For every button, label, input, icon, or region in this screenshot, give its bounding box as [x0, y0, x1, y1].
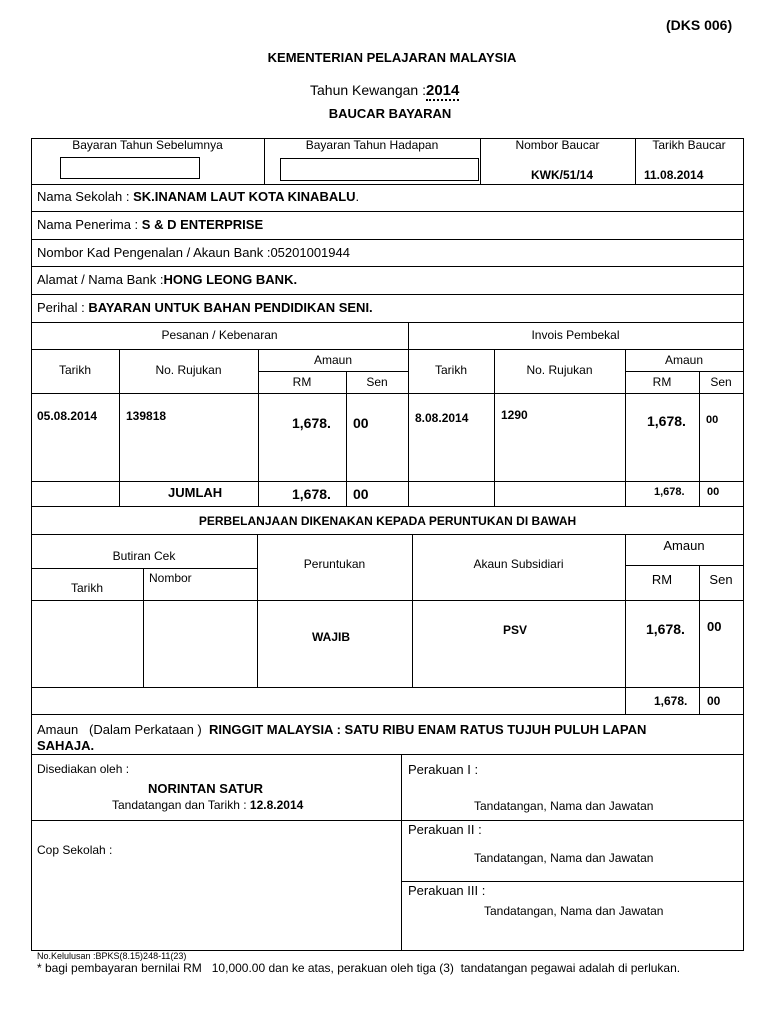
ic-bank-value: 05201001944 [270, 245, 350, 260]
fiscal-year-row [310, 82, 459, 99]
invoice-header: Invois Pembekal [531, 328, 620, 342]
amount-words-line1: RINGGIT MALAYSIA : SATU RIBU ENAM RATUS TUJUH PULUH LAPAN [208, 722, 647, 737]
invoice-sen-value: 00 [706, 414, 719, 426]
document-code: (DKS 006) [666, 17, 733, 33]
allocation-total-sen: 00 [707, 694, 721, 708]
sub-account-label: Akaun Subsidiari [473, 557, 564, 571]
allocation-label: Peruntukan [303, 557, 366, 571]
amount-words-line2: SAHAJA. [37, 738, 95, 753]
next-year-label: Bayaran Tahun Hadapan [305, 138, 439, 152]
address-label: Alamat / Nama Bank : [37, 272, 164, 287]
order-header: Pesanan / Kebenaran [161, 328, 278, 342]
cheque-date-label: Tarikh [70, 581, 103, 595]
ministry-title: KEMENTERIAN PELAJARAN MALAYSIA [267, 50, 517, 65]
total-rm-value: 1,678. [292, 486, 331, 502]
voucher-date-value: 11.08.2014 [644, 168, 704, 182]
allocation-rm-label: RM [651, 572, 673, 587]
certification-3-label: Perakuan III : [408, 883, 486, 898]
total-invoice-rm-value: 1,678. [654, 486, 685, 498]
allocation-amount-label: Amaun [663, 538, 705, 553]
subject-row [37, 300, 373, 315]
voucher-no-value: KWK/51/14 [531, 168, 594, 182]
address-row [37, 272, 297, 287]
cheque-details-label: Butiran Cek [112, 549, 176, 563]
certification-2-label: Perakuan II : [408, 822, 482, 837]
school-dot: . [355, 189, 360, 204]
ic-bank-label: Nombor Kad Pengenalan / Akaun Bank : [37, 245, 271, 260]
total-invoice-sen-value: 00 [707, 486, 720, 498]
order-date-header: Tarikh [58, 363, 91, 377]
order-sen-header: Sen [366, 375, 388, 389]
prepared-by-name: NORINTAN SATUR [148, 781, 264, 796]
approval-number: No.Kelulusan :BPKS(8.15)248-11(23) [37, 951, 187, 961]
sign-date-value: 12.8.2014 [249, 798, 304, 812]
invoice-rm-value: 1,678. [647, 413, 686, 429]
invoice-amount-header: Amaun [664, 353, 704, 367]
sign-date-row [112, 798, 303, 812]
amount-words-row [37, 722, 646, 737]
total-label: JUMLAH [168, 485, 223, 500]
order-sen-value: 00 [353, 415, 369, 431]
order-rm-value: 1,678. [292, 415, 331, 431]
allocation-sen-value: 00 [707, 619, 722, 634]
subject-value: BAYARAN UNTUK BAHAN PENDIDIKAN SENI. [88, 300, 373, 315]
school-label: Nama Sekolah : [37, 189, 130, 204]
school-row [37, 189, 359, 204]
amount-words-label: Amaun (Dalam Perkataan ) [37, 722, 202, 737]
allocation-rm-value: 1,678. [646, 621, 685, 637]
prepared-by-label [37, 762, 129, 776]
prev-year-label: Bayaran Tahun Sebelumnya [72, 138, 223, 152]
sub-account-value: PSV [503, 623, 528, 637]
order-rm-header: RM [292, 375, 312, 389]
invoice-rm-header: RM [652, 375, 672, 389]
allocation-heading: PERBELANJAAN DIKENAKAN KEPADA PERUNTUKAN DI BAWAH [198, 514, 577, 528]
address-value: HONG LEONG BANK. [163, 272, 298, 287]
total-sen-value: 00 [353, 486, 369, 502]
recipient-value: S & D ENTERPRISE [141, 217, 264, 232]
certification-2-sign: Tandatangan, Nama dan Jawatan [474, 851, 654, 865]
allocation-value: WAJIB [312, 630, 351, 644]
cheque-number-label: Nombor [149, 571, 192, 585]
recipient-label: Nama Penerima : [37, 217, 139, 232]
school-stamp-label: Cop Sekolah : [37, 843, 113, 857]
certification-3-sign: Tandatangan, Nama dan Jawatan [484, 904, 664, 918]
prev-year-field[interactable] [60, 157, 200, 179]
order-date-value: 05.08.2014 [37, 409, 98, 423]
allocation-sen-label: Sen [709, 572, 733, 587]
certification-1-label: Perakuan I : [408, 762, 479, 777]
ic-bank-row [37, 245, 350, 260]
recipient-row [37, 217, 263, 232]
allocation-total-rm: 1,678. [654, 694, 688, 708]
invoice-date-value: 8.08.2014 [415, 411, 469, 425]
certification-1-sign: Tandatangan, Nama dan Jawatan [474, 799, 654, 813]
invoice-sen-header: Sen [710, 375, 732, 389]
order-ref-value: 139818 [126, 409, 167, 423]
fiscal-year-value: 2014 [425, 82, 460, 99]
invoice-ref-value: 1290 [501, 408, 528, 422]
order-amount-header: Amaun [313, 353, 353, 367]
next-year-field[interactable] [280, 158, 479, 181]
document-title: BAUCAR BAYARAN [328, 106, 452, 121]
school-value: SK.INANAM LAUT KOTA KINABALU [133, 189, 356, 204]
invoice-date-header: Tarikh [434, 363, 467, 377]
order-ref-header: No. Rujukan [155, 363, 222, 377]
fiscal-year-label: Tahun Kewangan : [310, 82, 426, 98]
voucher-date-label: Tarikh Baucar [652, 138, 726, 152]
invoice-ref-header: No. Rujukan [526, 363, 593, 377]
prepared-by-text: Disediakan oleh : [37, 762, 130, 776]
voucher-no-label: Nombor Baucar [515, 138, 600, 152]
subject-label: Perihal : [37, 300, 85, 315]
footnote: * bagi pembayaran bernilai RM 10,000.00 dan ke atas, perakuan oleh tiga (3) tandatangan pegawai adalah di perlukan. [37, 961, 681, 975]
sign-date-label: Tandatangan dan Tarikh : [112, 798, 247, 812]
